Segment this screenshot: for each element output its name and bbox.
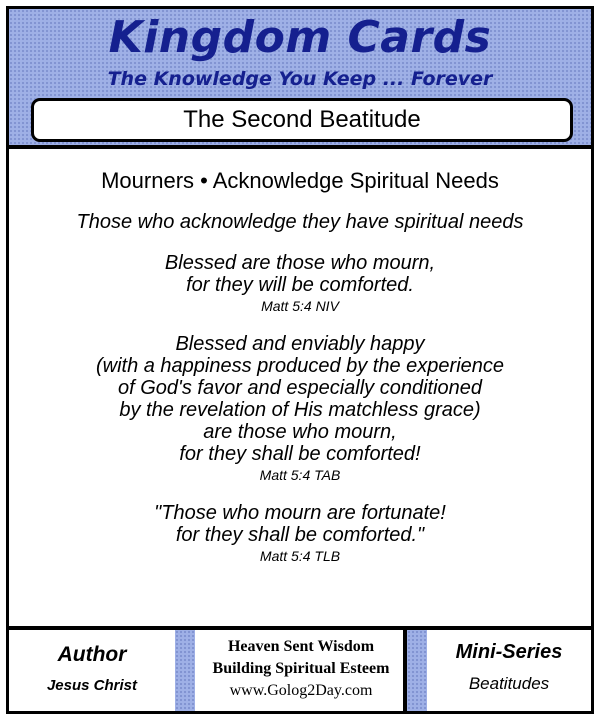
card-title: Kingdom Cards (108, 12, 492, 63)
verse-text: Blessed and enviably happy (with a happiness produced by the experience of God's favor and especially conditioned by the revelation of His matchless grace) are those who mourn, for they shall be comforted! (95, 333, 505, 465)
publisher-line-2: Building Spiritual Esteem (212, 660, 390, 677)
author-label: Author (57, 643, 127, 666)
kingdom-card (6, 6, 594, 714)
card-subtitle: The Second Beatitude (31, 98, 573, 142)
verse-block (9, 502, 591, 565)
card-body (9, 149, 591, 626)
verse-block (9, 333, 591, 484)
series-box (427, 630, 591, 711)
verse-reference: Matt 5:4 TAB (259, 467, 341, 483)
verse-reference: Matt 5:4 TLB (259, 548, 341, 564)
card-tagline: The Knowledge You Keep ... Forever (107, 68, 493, 90)
card-header (9, 9, 591, 145)
author-box (9, 630, 175, 711)
card-footer (9, 630, 591, 711)
footer-divider-left (175, 630, 195, 711)
verse-reference: Matt 5:4 NIV (261, 298, 339, 314)
footer-divider-right (407, 630, 427, 711)
series-label: Mini-Series (455, 641, 563, 663)
publisher-box (195, 630, 407, 711)
publisher-line-1: Heaven Sent Wisdom (227, 638, 375, 655)
author-name: Jesus Christ (46, 677, 138, 694)
verse-text: "Those who mourn are fortunate! for they shall be comforted." (154, 502, 446, 546)
verse-text: Blessed are those who mourn, for they will be comforted. (164, 252, 436, 296)
verse-block (9, 252, 591, 315)
topic-intro: Those who acknowledge they have spiritual needs (76, 211, 524, 233)
series-name: Beatitudes (468, 674, 550, 693)
publisher-url[interactable]: www.Golog2Day.com (229, 682, 373, 699)
topic-heading: Mourners • Acknowledge Spiritual Needs (101, 168, 499, 193)
